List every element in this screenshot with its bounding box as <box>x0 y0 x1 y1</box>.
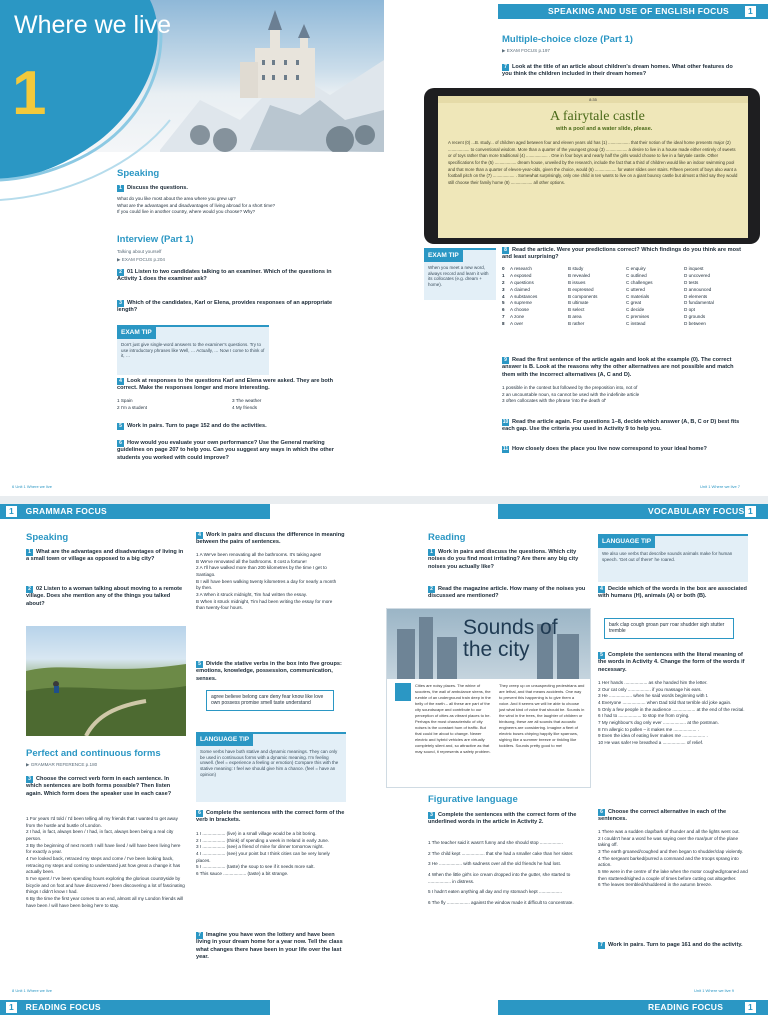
option-cell: A substances <box>510 293 538 299</box>
options-row <box>502 280 747 287</box>
unit-number: 1 <box>12 59 47 128</box>
perfect-continuous-heading: Perfect and continuous forms <box>26 748 161 759</box>
article-body: A recent (0) ...B. study... of children aged between four and eleven years old has (1) .................. that their notion of the ideal home presents major (2) .................. to conventional wisdom. More than a quarter of the youngest group (3) .................. a desire to live in a house made either entirely of sweets or of toys rather than more traditional (4) .................. . One in four boys and nearly half the girls would choose to live in a fairytale castle. Other specifications for the (5) .................. dream house, unveiled by the research, include the fact that a third of children would like an indoor swimming pool and that more than a quarter of eleven-year-olds, given the choice, would (6) .................. for water slides over stairs. Fifteen percent of boys also want a football pitch on the (7) .................. . Somewhat surprisingly, only one child in ten wants to live on a giant bouncy castle but almost a third say they would still choose their family home (8) .................. all other options. <box>448 140 738 185</box>
tablet-screen <box>438 96 748 238</box>
language-tip-box: LANGUAGE TIP Some verbs have both stative and dynamic meanings. They can only be used in continuous forms with a dynamic meaning. I'm feeling unwell. (feel = experience a feeling or emotion) Compare this with the stative meaning: I feel we should give him a chance. (feel = have an opinion) <box>196 732 346 802</box>
option-cell: A research <box>510 266 532 271</box>
task-4: 4 Look at responses to the questions Karl and Elena were asked. They are both correct. Make the responses longer and more interesting. <box>117 378 334 392</box>
task-4-list-right: 3 The weather 4 My friends <box>232 398 262 410</box>
option-cell: A zone <box>510 314 525 320</box>
options-row <box>502 314 747 321</box>
option-number: 5 <box>502 300 505 306</box>
option-cell: C great <box>626 300 642 306</box>
exam-focus-ref: ▶ EXAM FOCUS p.204 <box>117 257 165 262</box>
drop-cap <box>395 683 411 701</box>
option-cell: C challenges <box>626 279 653 285</box>
page-footer: Unit 1 Where we live 9 <box>694 988 735 993</box>
task-4: 4 Decide which of the words in the box are associated with humans (H), animals (A) or both (B). <box>598 586 747 600</box>
task-9-list: 1 possible in the context but followed by the preposition into, not of 2 an uncountable noun, so cannot be used with the indefinite article 3 often collocates with the phrase 'into the death of' <box>502 385 640 404</box>
options-row <box>502 321 747 328</box>
task-3: 3 Choose the correct verb form in each sentence. In which sentences are both forms possible? Then listen again. Which form does the speaker use in each case? <box>26 776 172 797</box>
article-col-2: They creep up on unsuspecting pedestrians and are lethal, and that means accidents. One way to prevent this happening is to give them a voice. And it seems we will be able to choose just what kind of voice that should be. Sounds in the wind in the trees, the laughter of children or birdsong, these are all sounds that acoustic engineers are considering. Imagine a fleet of electric buses chirping happily like sparrows, sighing like a summer breeze or tinkling like toddlers. Sounds pretty good to me! <box>499 683 585 748</box>
task-3-list: 1 For years I'd told / I'd been telling all my friends that I wanted to get away from the hustle and bustle of London. 2 I had, in fact, always been / I had, in fact, always been being a real city person. 3 By the beginning of next month I will have lived / will have been living here for exactly a year. 4 I've looked back, retraced my steps and come / I've been looking back, retracing my steps and coming to understand just how great a change it has actually been. 5 I've spent / I've been spending hours exploring the glorious countryside by bicycle and on foot and have discovered / been discovering a lot of fascinating things I didn't know I had. 6 By the time the first year comes to an end, almost all my London friends will have been / will have been being here to stay. <box>26 816 185 908</box>
page-9 <box>384 504 768 1024</box>
option-cell: D between <box>684 321 706 327</box>
option-cell: D elements <box>684 293 708 299</box>
option-cell: B issues <box>568 279 586 285</box>
exam-tip-box: EXAM TIP When you meet a new word, always record and learn it with its collocates (e.g. dream + home). <box>424 248 496 300</box>
option-cell: B rather <box>568 321 585 327</box>
page-8 <box>0 504 384 1024</box>
task-6: 6 Complete the sentences with the correct form of the verb in brackets. <box>196 810 345 824</box>
options-table <box>502 266 747 328</box>
option-cell: B components <box>568 293 598 299</box>
options-row <box>502 273 747 280</box>
landscape-illustration <box>26 626 186 736</box>
option-cell: C materials <box>626 293 650 299</box>
option-cell: D tests <box>684 279 699 285</box>
task-5: 5 Work in pairs. Turn to page 152 and do the activities. <box>117 423 352 430</box>
option-cell: C decide <box>626 307 645 313</box>
options-row <box>502 300 747 307</box>
bottom-section-bar: 1 READING FOCUS <box>0 1000 270 1015</box>
figurative-heading: Figurative language <box>428 794 518 805</box>
task-7: 7 Work in pairs. Turn to page 161 and do the activity. <box>598 942 748 949</box>
task-6-list: 1 I .................. (live) in a small village would be a bit boring. 2 I .................. (think) of spending a week in Ireland in early June. 3 I .................. (see) a friend of mine for dinner tomorrow night. 4 I .................. (see) your point but I think cities can be very lonely places. 5 I .................. (taste) the soup to see if it needs more salt. 6 This sauce .................. (taste) a bit strange. <box>196 831 330 876</box>
task-5: 5 Divide the stative verbs in the box into five groups: emotions, knowledge, possession, communication, senses. <box>196 661 342 682</box>
task-3-list: 1 The teacher said it wasn't funny and she should stop .................. 2 The child kept .................. that she had a smaller cake than her sister. 3 He .................. with sadness over all the old friends he had lost. 4 When the little girl's ice cream dropped into the gutter, she started to .................. in distress. 5 I hadn't eaten anything all day and my stomach kept .................. 6 The fly .................. against the window made it difficult to concentrate. <box>428 840 574 905</box>
interview-heading: Interview (Part 1) <box>117 234 194 245</box>
countryside-photo <box>26 626 186 736</box>
options-row <box>502 266 747 273</box>
speaking-heading: Speaking <box>117 168 160 179</box>
option-cell: C instead <box>626 321 646 327</box>
article-subtitle: with a pool and a water slide, please. <box>556 126 653 132</box>
option-cell: D announced <box>684 286 712 292</box>
stative-verbs-box: agree believe belong care deny fear know like love own possess promise smell taste understand <box>206 690 334 711</box>
task-4-list: 1 A We've been renovating all the bathrooms. It's taking ages! B We've renovated all the bathrooms. It cost a fortune! 2 A I'll have walked more than 200 kilometres by the time I get to Santiago. B I will have been walking twenty kilometres a day for nearly a month by then. 3 A When it struck midnight, Tim had written the essay. B When it struck midnight, Tim had been writing the essay for more than twenty-four hours. <box>196 552 337 611</box>
option-cell: A claimed <box>510 286 530 292</box>
task-2: 2 01 Listen to two candidates talking to an examiner. Which of the questions in Activity 1 does the examiner ask? <box>117 269 332 283</box>
task-6: 6 Choose the correct alternative in each of the sentences. <box>598 809 727 823</box>
task-6-list: 1 There was a sudden clap/bark of thunder and all the lights went out. 2 I couldn't hear a word he was saying over the roar/purr of the plane taking off. 3 The earth groaned/coughed and then began to shudder/clap violently. 4 The sergeant barked/purred a command and the troops sprang into action. 5 We were in the centre of the lake when the motor coughed/groaned and then stuttered/sighed a couple of times before cutting out altogether. 6 The leaves trembled/shuddered in the autumn breeze. <box>598 829 748 888</box>
task-2: 2 Read the magazine article. How many of the noises you discussed are mentioned? <box>428 586 586 600</box>
option-cell: C outlined <box>626 272 647 278</box>
spread-divider <box>0 496 768 504</box>
task-2: 2 02 Listen to a woman talking about moving to a remote village. Does she mention any of the things you talked about? <box>26 586 183 607</box>
page-6 <box>0 0 384 496</box>
option-cell: B revealed <box>568 272 590 278</box>
options-row <box>502 266 747 328</box>
tablet-frame <box>424 88 760 244</box>
article-title: A fairytale castle <box>550 109 645 124</box>
task-11: 11 How closely does the place you live now correspond to your ideal home? <box>502 446 707 452</box>
option-number: 8 <box>502 321 505 327</box>
task-1-list: What do you like most about the area where you grew up? What are the advantages and disadvantages of living abroad for a short time? If you could live in another country, where would you choose? Why? <box>117 196 276 215</box>
option-cell: C premises <box>626 314 650 320</box>
cloze-heading: Multiple-choice cloze (Part 1) <box>502 34 633 45</box>
option-cell: A questions <box>510 279 534 285</box>
exam-tip-box: EXAM TIP Don't just give single-word answers to the examiner's questions. Try to use introductory phrases like Well, … Actually, … Now I come to think of it, … <box>117 325 269 375</box>
speaking-heading: Speaking <box>26 532 69 543</box>
option-cell: D opt <box>684 307 695 313</box>
bottom-section-bar: READING FOCUS 1 <box>498 1000 768 1015</box>
options-row <box>502 294 747 301</box>
section-bar: 1 GRAMMAR FOCUS <box>0 504 270 519</box>
task-7: 7 Look at the title of an article about children's dream homes. What other features do you think the children included in their dream homes? <box>502 64 733 78</box>
language-tip-box: LANGUAGE TIP We also use verbs that describe sounds animals make for human speech. 'Get out of there!' he roared. <box>598 534 748 582</box>
option-cell: D inquest <box>684 266 704 271</box>
page-footer: Unit 1 Where we live 7 <box>700 484 741 489</box>
option-cell: D fundamental <box>684 300 714 306</box>
option-number: 1 <box>502 272 505 278</box>
task-9: 9 Read the first sentence of the article again and look at the example (0). The correct answer is B. Look at the reasons why the other alternatives are not possible and match them with the incorrect alternatives (A, C and D). <box>502 357 734 378</box>
option-number: 2 <box>502 279 505 285</box>
option-cell: A supreme <box>510 300 532 306</box>
task-4-list-left: 1 Spain 2 I'm a student <box>117 398 147 410</box>
option-cell: C uttered <box>626 286 645 292</box>
option-cell: D uncovered <box>684 272 711 278</box>
task-5: 5 Complete the sentences with the literal meaning of the words in Activity 4. Change the form of the words if necessary. <box>598 652 745 673</box>
task-3: 3 Which of the candidates, Karl or Elena, provides responses of an appropriate length? <box>117 300 333 314</box>
option-number: 7 <box>502 314 505 320</box>
interview-subtitle: Talking about yourself <box>117 249 162 254</box>
task-7: 7 Imagine you have won the lottery and have been living in your dream home for a year now. Tell the class what changes there have been in your life over the last year. <box>196 932 343 960</box>
task-6: 6 How would you evaluate your own performance? Use the General marking guidelines on page 207 to help you. Can you suggest any ways in which the other students you worked with could improve? <box>117 440 334 461</box>
task-1: 1 Discuss the questions. <box>117 185 367 192</box>
task-1: 1 What are the advantages and disadvantages of living in a small town or village as opposed to a big city? <box>26 549 184 563</box>
option-number: 4 <box>502 293 505 299</box>
section-bar: VOCABULARY FOCUS 1 <box>498 504 768 519</box>
option-cell: B select <box>568 307 585 313</box>
option-cell: B study <box>568 266 584 271</box>
task-10: 10 Read the article again. For questions 1–8, decide which answer (A, B, C or D) best fits each gap. Use the criteria you used in Activity 9 to help you. <box>502 419 740 433</box>
option-cell: A exposed <box>510 272 532 278</box>
option-cell: A choose <box>510 307 529 313</box>
option-number: 0 <box>502 266 505 271</box>
option-cell: A over <box>510 321 524 327</box>
reading-heading: Reading <box>428 532 466 543</box>
grammar-reference: ▶ GRAMMAR REFERENCE p.180 <box>26 762 98 767</box>
task-8: 8 Read the article. Were your predictions correct? Which findings do you think are most and least surprising? <box>502 247 741 261</box>
sounds-title: Sounds of the city <box>463 616 558 662</box>
page-title: Where we live <box>14 11 171 39</box>
sounds-article <box>386 608 591 788</box>
task-3: 3 Complete the sentences with the correct form of the underlined words in the article in Activity 2. <box>428 812 577 826</box>
exam-focus-ref: ▶ EXAM FOCUS p.197 <box>502 48 550 53</box>
options-row <box>502 307 747 314</box>
option-number: 3 <box>502 286 505 292</box>
option-cell: B area <box>568 314 582 320</box>
section-bar: SPEAKING AND USE OF ENGLISH FOCUS 1 <box>498 4 768 19</box>
option-number: 6 <box>502 307 505 313</box>
task-5-list: 1 Her hands .................. as she handed him the letter. 2 Our cat only .................. if you massage his ears. 3 He .................. when he said words beginning with t. 4 Everyone .................. when Dad told that terrible old joke again. 5 Only a few people in the audience .................. at the end of the recital. 6 I had to .................. to stop me from crying. 7 My neighbour's dog only ever .................. at the postman. 8 I'm allergic to pollen – it makes me .................. . 9 Even the idea of eating liver makes me .................. . 10 He was safe! He breathed a .................. of relief. <box>598 680 745 745</box>
sound-words-box: bark clap cough groan purr roar shudder sigh stutter tremble <box>604 618 734 639</box>
option-cell: B ultimate <box>568 300 589 306</box>
options-row <box>502 287 747 294</box>
option-cell: C enquiry <box>626 266 646 271</box>
page-footer: 6 Unit 1 Where we live <box>12 484 53 489</box>
article-col-1: Cities are noisy places. The whine of scooters, the wail of ambulance sirens, the rumble of an underground train deep in the belly of the earth – all these are part of the city soundscape and contribute to our perception of cities as vibrant places to be. Perhaps the most characteristic of city noises is the constant hum of traffic. But that could be about to change. Newer electric and hybrid vehicles are virtually completely silent and, so attractive as that may sound, it represents a safety problem. <box>415 683 491 754</box>
option-cell: D grounds <box>684 314 706 320</box>
task-4: 4 Work in pairs and discuss the difference in meaning between the pairs of sentences. <box>196 532 345 546</box>
tablet-status-bar: 8:35 <box>438 96 748 103</box>
task-1: 1 Work in pairs and discuss the questions. Which city noises do you find most irritating? Are there any big city noises you actually like? <box>428 549 579 570</box>
page-7 <box>384 0 768 496</box>
page-footer: 8 Unit 1 Where we live <box>12 988 53 993</box>
option-cell: B expressed <box>568 286 594 292</box>
